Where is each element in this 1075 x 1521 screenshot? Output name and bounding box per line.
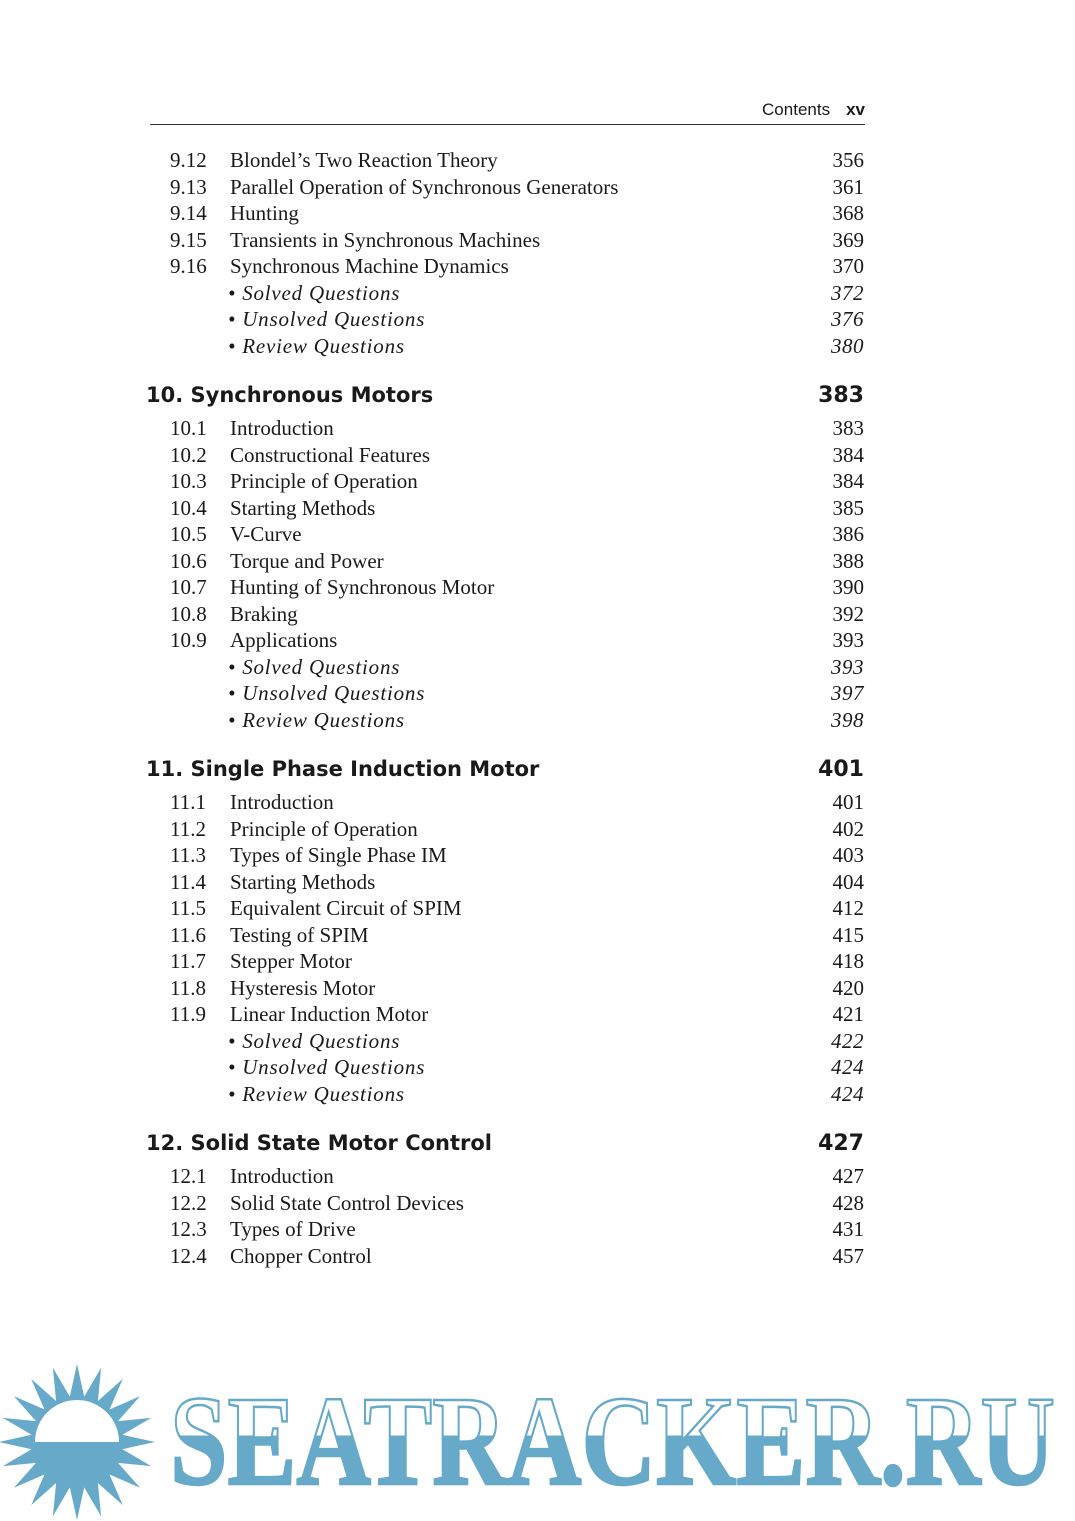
section-number: 11.7 xyxy=(170,949,206,973)
section-title: Principle of Operation xyxy=(230,469,418,493)
subentry-title: • Review Questions xyxy=(228,333,405,358)
section-title: Parallel Operation of Synchronous Generators xyxy=(230,174,619,199)
toc-entry xyxy=(146,948,864,975)
section-title: Braking xyxy=(230,601,298,626)
toc-subentry xyxy=(146,1081,864,1108)
page-number: 384 xyxy=(832,442,864,467)
chapter-title: 10. Synchronous Motors xyxy=(146,383,434,407)
subentry-title: • Unsolved Questions xyxy=(228,307,426,331)
section-number: 10.9 xyxy=(170,628,207,652)
section-title: Transients in Synchronous Machines xyxy=(230,227,541,252)
toc-subentry xyxy=(146,1054,864,1081)
section-number: 10.2 xyxy=(170,442,207,467)
page-number: 431 xyxy=(832,1217,864,1241)
section-title: Constructional Features xyxy=(230,442,431,467)
toc-entry xyxy=(146,789,864,816)
section-title: Torque and Power xyxy=(230,548,384,573)
section-number: 11.4 xyxy=(170,869,206,894)
page-number: 424 xyxy=(831,1081,864,1106)
page-number: 398 xyxy=(831,707,864,732)
page-number: 428 xyxy=(832,1190,864,1215)
subentry-title: • Review Questions xyxy=(228,707,405,732)
section-number: 11.2 xyxy=(170,816,206,841)
table-of-contents xyxy=(146,147,864,1269)
toc-entry xyxy=(146,1163,864,1190)
toc-subentry xyxy=(146,333,864,360)
toc-entry xyxy=(146,601,864,628)
section-title: Stepper Motor xyxy=(230,949,352,973)
section-number: 10.7 xyxy=(170,575,207,599)
page-number: 369 xyxy=(832,227,864,252)
page-number: 424 xyxy=(831,1055,864,1079)
section-title: Applications xyxy=(230,628,338,652)
toc-entry xyxy=(146,1190,864,1217)
section-number: 12.3 xyxy=(170,1217,207,1241)
toc-entry xyxy=(146,227,864,254)
page-number: 376 xyxy=(831,307,864,331)
toc-subentry xyxy=(146,680,864,707)
section-number: 12.2 xyxy=(170,1190,207,1215)
subentry-title: • Unsolved Questions xyxy=(228,681,426,705)
toc-entry xyxy=(146,842,864,869)
page-number: 422 xyxy=(831,1028,864,1053)
toc-entry xyxy=(146,147,864,174)
section-number: 10.1 xyxy=(170,416,207,440)
section-title: Types of Single Phase IM xyxy=(230,843,447,867)
toc-entry xyxy=(146,1216,864,1243)
section-number: 12.4 xyxy=(170,1243,207,1268)
page-number: 361 xyxy=(832,174,864,199)
toc-entry xyxy=(146,922,864,949)
page-number: 427 xyxy=(832,1164,864,1188)
section-title: Principle of Operation xyxy=(230,816,418,841)
section-title: Testing of SPIM xyxy=(230,922,369,947)
toc-entry xyxy=(146,975,864,1002)
chapter-page-number: 401 xyxy=(818,757,864,782)
page-number: 401 xyxy=(832,790,864,814)
watermark-logo xyxy=(0,1360,1075,1521)
toc-subentry xyxy=(146,280,864,307)
page-number: 356 xyxy=(832,148,864,172)
subentry-title: • Review Questions xyxy=(228,1081,405,1106)
toc-entry xyxy=(146,574,864,601)
sun-icon xyxy=(0,1364,155,1520)
section-title: Introduction xyxy=(230,1164,334,1188)
page-number: 385 xyxy=(832,495,864,520)
page-number: 388 xyxy=(832,548,864,573)
page-number: 393 xyxy=(831,654,864,679)
section-number: 9.12 xyxy=(170,148,207,172)
section-title: Blondel’s Two Reaction Theory xyxy=(230,148,498,172)
section-number: 11.1 xyxy=(170,790,206,814)
header-label: Contents xyxy=(762,100,831,119)
section-title: V-Curve xyxy=(230,522,302,546)
toc-entry xyxy=(146,415,864,442)
section-title: Starting Methods xyxy=(230,495,376,520)
chapter-page-number: 383 xyxy=(818,383,864,408)
section-number: 9.15 xyxy=(170,227,207,252)
toc-entry xyxy=(146,1001,864,1028)
toc-subentry xyxy=(146,654,864,681)
section-number: 9.14 xyxy=(170,201,207,225)
toc-entry xyxy=(146,253,864,280)
section-title: Synchronous Machine Dynamics xyxy=(230,254,509,278)
section-number: 10.8 xyxy=(170,601,207,626)
section-number: 11.8 xyxy=(170,975,206,1000)
page-number: 402 xyxy=(832,816,864,841)
subentry-title: • Unsolved Questions xyxy=(228,1055,426,1079)
toc-entry xyxy=(146,869,864,896)
section-number: 10.6 xyxy=(170,548,207,573)
toc-entry xyxy=(146,174,864,201)
toc-entry xyxy=(146,200,864,227)
section-title: Introduction xyxy=(230,790,334,814)
page-number: 420 xyxy=(832,975,864,1000)
section-number: 10.5 xyxy=(170,522,207,546)
toc-entry xyxy=(146,468,864,495)
toc-entry xyxy=(146,816,864,843)
toc-entry xyxy=(146,1243,864,1270)
section-title: Introduction xyxy=(230,416,334,440)
page-number: 393 xyxy=(832,628,864,652)
chapter-heading xyxy=(146,1127,864,1160)
page-number: 403 xyxy=(832,843,864,867)
chapter-page-number: 427 xyxy=(818,1131,864,1156)
toc-subentry xyxy=(146,1028,864,1055)
page-number: 412 xyxy=(832,896,864,920)
section-title: Hunting of Synchronous Motor xyxy=(230,575,495,599)
section-number: 10.4 xyxy=(170,495,207,520)
section-title: Linear Induction Motor xyxy=(230,1002,429,1026)
chapter-heading xyxy=(146,753,864,786)
page-number: 418 xyxy=(832,949,864,973)
page-number: 370 xyxy=(832,254,864,278)
chapter-title: 12. Solid State Motor Control xyxy=(146,1131,492,1155)
header-rule xyxy=(150,124,865,125)
page-number: 383 xyxy=(832,416,864,440)
page-number: 372 xyxy=(831,280,864,305)
chapter-heading xyxy=(146,379,864,412)
section-title: Solid State Control Devices xyxy=(230,1190,464,1215)
running-header xyxy=(762,100,865,120)
chapter-title: 11. Single Phase Induction Motor xyxy=(146,757,540,781)
section-title: Equivalent Circuit of SPIM xyxy=(230,896,462,920)
section-number: 10.3 xyxy=(170,469,207,493)
section-title: Chopper Control xyxy=(230,1243,372,1268)
page-number: 368 xyxy=(832,201,864,225)
toc-entry xyxy=(146,442,864,469)
page-number: 397 xyxy=(831,681,864,705)
section-number: 11.6 xyxy=(170,922,206,947)
watermark-text: SEATRACKER.RU xyxy=(170,1370,1055,1512)
section-number: 9.13 xyxy=(170,174,207,199)
page-number: 415 xyxy=(832,922,864,947)
toc-subentry xyxy=(146,707,864,734)
section-number: 12.1 xyxy=(170,1164,207,1188)
subentry-title: • Solved Questions xyxy=(228,654,401,679)
page-number: 384 xyxy=(832,469,864,493)
section-number: 11.9 xyxy=(170,1002,206,1026)
section-title: Hysteresis Motor xyxy=(230,975,376,1000)
section-title: Starting Methods xyxy=(230,869,376,894)
section-title: Types of Drive xyxy=(230,1217,356,1241)
section-number: 11.3 xyxy=(170,843,206,867)
subentry-title: • Solved Questions xyxy=(228,280,401,305)
section-number: 9.16 xyxy=(170,254,207,278)
toc-entry xyxy=(146,895,864,922)
section-title: Hunting xyxy=(230,201,299,225)
page-number: 392 xyxy=(832,601,864,626)
toc-subentry xyxy=(146,306,864,333)
toc-entry xyxy=(146,548,864,575)
section-number: 11.5 xyxy=(170,896,206,920)
page-number: 386 xyxy=(832,522,864,546)
page-number: 457 xyxy=(832,1243,864,1268)
subentry-title: • Solved Questions xyxy=(228,1028,401,1053)
toc-entry xyxy=(146,521,864,548)
page-number: 380 xyxy=(831,333,864,358)
header-page-number: xv xyxy=(846,100,865,119)
page-number: 421 xyxy=(832,1002,864,1026)
page-number: 404 xyxy=(832,869,864,894)
toc-entry xyxy=(146,495,864,522)
page-number: 390 xyxy=(832,575,864,599)
toc-entry xyxy=(146,627,864,654)
